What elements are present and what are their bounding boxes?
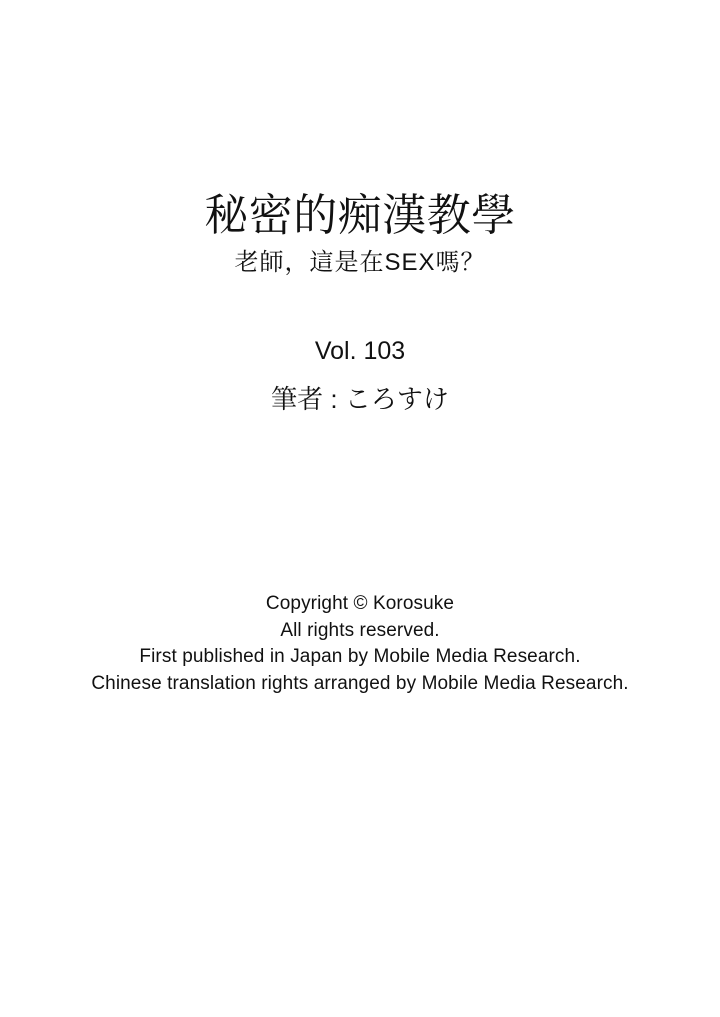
book-title: 秘密的痴漢教學	[204, 191, 516, 240]
copyright-block	[0, 591, 720, 697]
copyright-line-publisher: First published in Japan by Mobile Media Research.	[139, 646, 581, 667]
volume-number: Vol. 103	[314, 337, 406, 365]
copyright-line-rights: All rights reserved.	[280, 619, 440, 641]
book-subtitle: 老師，這是在SEX嗎？	[234, 249, 486, 276]
copyright-line-holder: Copyright © Korosuke	[265, 593, 455, 614]
copyright-line-translation: Chinese translation rights arranged by Mobile Media Research.	[91, 672, 629, 694]
author-line: 筆者 : ころすけ	[271, 384, 449, 414]
